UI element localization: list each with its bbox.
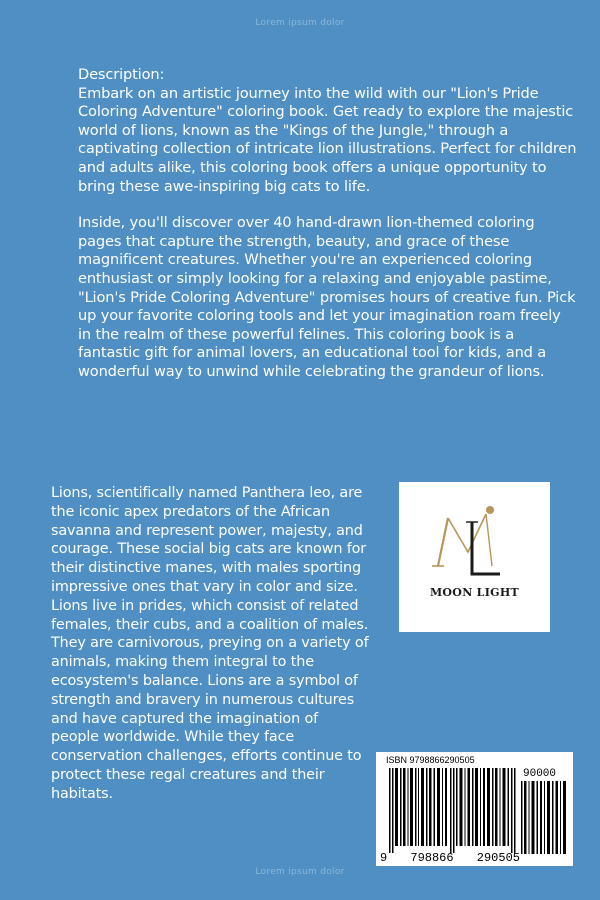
barcode-digit-left: 798866 bbox=[410, 851, 454, 865]
barcode-digit-lead: 9 bbox=[380, 851, 388, 865]
footer-faint-text: Lorem ipsum dolor bbox=[255, 867, 345, 877]
barcode-digit-right: 290505 bbox=[476, 851, 520, 865]
header-faint-text: Lorem ipsum dolor bbox=[255, 18, 345, 28]
publisher-logo bbox=[399, 482, 550, 632]
barcode-bars bbox=[389, 768, 518, 853]
isbn-label: ISBN 9798866290505 bbox=[386, 755, 475, 765]
description-paragraph-1: Embark on an artistic journey into the wild with our "Lion's Pride Coloring Adventure" coloring book. Get ready to explore the majestic world of lions, known as the "Kings of the Jungle," through a captivating collection of intricate lion illustrations. Perfect for children and adults alike, this coloring book offers a unique opportunity to bring these awe-inspiring big cats to life. bbox=[78, 84, 577, 195]
description-paragraph-2: Inside, you'll discover over 40 hand-drawn lion-themed coloring pages that capture the strength, beauty, and grace of these magnificent creatures. Whether you're an experienced coloring enthusiast or simply looking for a relaxing and enjoyable pastime, "Lion's Pride Coloring Adventure" promises hours of creative fun. Pick up your favorite coloring tools and let your imagination roam freely in the realm of these powerful felines. This coloring book is a fantastic gift for animal lovers, an educational tool for kids, and a wonderful way to unwind while celebrating the grandeur of lions. bbox=[78, 214, 576, 380]
moon-light-monogram-icon bbox=[426, 496, 523, 586]
barcode-addon-bars bbox=[521, 781, 567, 854]
barcode-digits bbox=[380, 851, 520, 865]
lions-info-text: Lions, scientifically named Panthera leo, are the iconic apex predators of the African savanna and represent power, majesty, and courage. These social big cats are known for their distinctive manes, with males sporting impressive ones that vary in color and size. Lions live in prides, which consist of related females, their cubs, and a coalition of males. They are carnivorous, preying on a variety of animals, making them integral to the ecosystem's balance. Lions are a symbol of strength and bravery in numerous cultures and have captured the imagination of people worldwide. While they face conservation challenges, efforts continue to protect these regal creatures and their habitats. bbox=[51, 485, 369, 802]
isbn-barcode bbox=[376, 752, 573, 866]
description-heading: Description: bbox=[78, 66, 165, 83]
description-block bbox=[78, 66, 578, 382]
barcode-price-code: 90000 bbox=[523, 768, 557, 780]
logo-brand-text: MOON LIGHT bbox=[429, 586, 520, 599]
